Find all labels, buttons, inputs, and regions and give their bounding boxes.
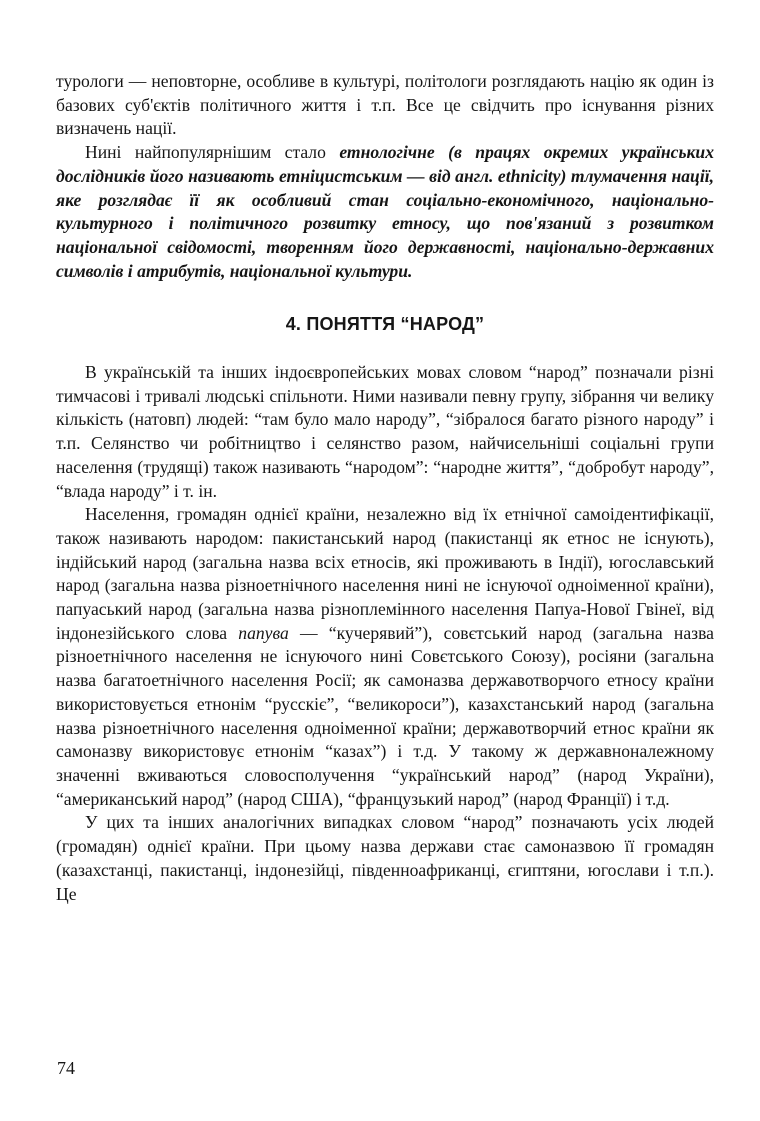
paragraph-3: В українській та інших індоєвропейських мовах словом “народ” позначали різні тимчасові і тривалі людські спільноти. Ними називали певну групу, зібрання чи велику кількість (натовп) людей: “там було мало народу”, “зібралося багато різного народу” і т.п. Селянство чи робітництво і селянство разом, найчисельніші соціальні групи населення (трудящі) також називають “народом”: “народне життя”, “добробут народу”, “влада народу” і т. ін. — [56, 362, 714, 501]
paragraph-5: У цих та інших аналогічних випадках словом “народ” позначають усіх людей (громадян) однієї країни. При цьому назва держави стає самоназвою її громадян (казахстанці, пакистанці, індонезійці, південноафриканці, єгиптяни, югослави і т.п.). Це — [56, 812, 714, 904]
paragraph-4-part-b: — “кучерявий”), совєтський народ (загальна назва різноетнічного населення не існуючого нині Совєтського Союзу), росіяни (загальна назва багатоетнічного населення Росії; як самоназва державотворчого етносу країни використовується етнонім “русскіє”, “великороси”), казахстанський народ (загальна назва різноетнічного населення одноіменної країни; державотворчий етнос країни як самоназву використовує етнонім “казах”) і т.д. У такому ж державноналежному значенні вживаються словосполучення “український народ” (народ України), “американський народ” (народ США), “французький народ” (народ Франції) і т.д. — [56, 622, 714, 809]
paragraph-4-italic-word: папува — [238, 622, 289, 643]
paragraph-4 — [56, 503, 714, 811]
paragraph-1: турологи — неповторне, особливе в культурі, політологи розглядають націю як один із базових суб'єктів політичного життя і т.п. Все це свідчить про існування різних визначень нації. — [56, 71, 714, 139]
page-number: 74 — [57, 1058, 75, 1078]
paragraph-2 — [56, 141, 714, 283]
paragraph-2-definition: етнологічне (в працях окремих українських дослідників його називають етніцистським — від англ. ethnicity) тлумачення нації, яке розглядає її як особливий стан соціально-економічного, національно-культурного і політичного розвитку етносу, що пов'язаний з розвитком національної свідомості, творенням його державності, національно-державних символів і атрибутів, національної культури. — [56, 142, 714, 281]
section-heading: 4. ПОНЯТТЯ “НАРОД” — [285, 314, 485, 335]
page-body — [56, 70, 714, 906]
paragraph-2-intro: Нині найпопулярнішим стало — [85, 142, 340, 163]
paragraph-4-part-a: Населення, громадян однієї країни, незалежно від їх етнічної самоідентифікації, також називають народом: пакистанський народ (пакистанці як етнос не існують), індійський народ (загальна назва всіх етносів, які проживають в Індії), югославський народ (загальна назва різноетнічного населення нині не існуючої одноіменної країни), папуаський народ (загальна назва різноплемінного населення Папуа-Нової Гвінеї, від індонезійського слова — [56, 504, 714, 643]
